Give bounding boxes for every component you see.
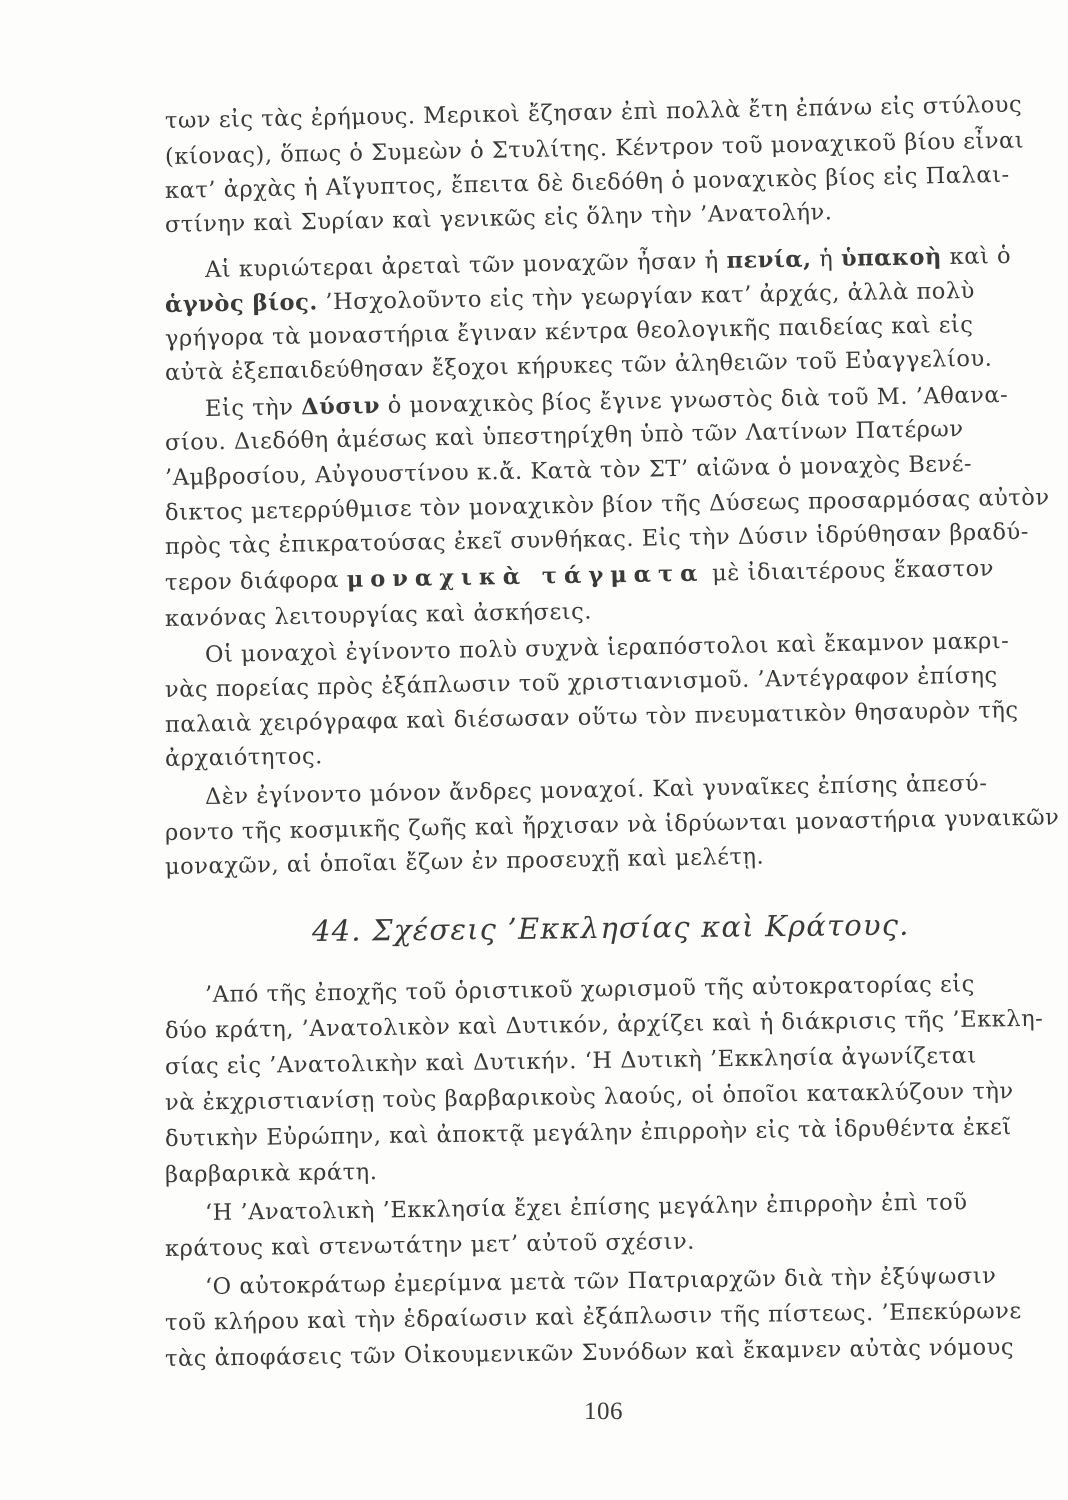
- text-line: δύο κράτη, ’Ανατολικὸν καὶ Δυτικόν, ἀρχίζει καὶ ἡ διάκρισις τῆς ’Εκκλη-: [164, 1005, 1044, 1044]
- text-line: γρήγορα τὰ μοναστήρια ἔγιναν κέντρα θεολογικῆς παιδείας καὶ εἰς: [164, 311, 974, 352]
- text-line: τερον διάφορα μοναχικὰ τάγματα μὲ ἰδιαιτέρους ἕκαστον: [164, 555, 995, 596]
- text-line: νὰς πορείας πρὸς ἐξάπλωσιν τοῦ χριστιανισμοῦ. ’Αντέγραφον ἐπίσης: [164, 662, 998, 703]
- text-line: αὐτὰ ἐξεπαιδεύθησαν ἔξοχοι κήρυκες τῶν ἀληθειῶν τοῦ Εὐαγγελίου.: [164, 345, 993, 386]
- bold-term: πενία,: [726, 246, 812, 274]
- text-line: Εἰς τὴν Δύσιν ὁ μοναχικὸς βίος ἔγινε γνωστὸς διὰ τοῦ Μ. ’Αθανα-: [204, 381, 1009, 422]
- bold-term: ἁγνὸς βίος.: [164, 289, 318, 318]
- text-line: των εἰς τὰς ἐρήμους. Μερικοὶ ἔζησαν ἐπὶ πολλὰ ἔτη ἐπάνω εἰς στύλους: [164, 91, 1023, 134]
- text-line: ‘Ο αὐτοκράτωρ ἐμερίμνα μετὰ τῶν Πατριαρχῶν διὰ τὴν ἐξύψωσιν: [204, 1262, 997, 1300]
- bold-term: Δύσιν: [300, 392, 381, 421]
- text-line: ‘Η ’Ανατολικὴ ’Εκκλησία ἔχει ἐπίσης μεγάλην ἐπιρροὴν ἐπὶ τοῦ: [204, 1189, 968, 1226]
- text-line: Δὲν ἐγίνοντο μόνον ἄνδρες μοναχοί. Καὶ γυναῖκες ἐπίσης ἀπεσύ-: [204, 770, 988, 810]
- spaced-term: μοναχικὰ τάγματα: [346, 560, 705, 593]
- text-line: ’Αμβροσίου, Αὐγουστίνου κ.ἄ. Κατὰ τὸν ΣΤ’ αἰῶνα ὁ μοναχὸς Βενέ-: [164, 450, 973, 491]
- text-line: σίας εἰς ’Ανατολικὴν καὶ Δυτικήν. ‘Η Δυτικὴ ’Εκκλησία ἀγωνίζεται: [164, 1042, 977, 1080]
- text-line: μοναχῶν, αἱ ὁποῖαι ἔζων ἐν προσευχῇ καὶ μελέτῃ.: [164, 843, 765, 880]
- text-line: κράτους καὶ στενωτάτην μετ’ αὐτοῦ σχέσιν.: [164, 1228, 696, 1262]
- text-line: δικτος μετερρύθμισε τὸν μοναχικὸν βίον τῆς Δύσεως προσαρμόσας αὐτὸν: [164, 484, 1050, 526]
- page-number: 106: [584, 1398, 623, 1425]
- text-line: κατ’ ἀρχὰς ἡ Αἴγυπτος, ἔπειτα δὲ διεδόθη ὁ μοναχικὸς βίος εἰς Παλαι-: [164, 161, 1010, 204]
- text-line: τὰς ἀποφάσεις τῶν Οἰκουμενικῶν Συνόδων καὶ ἔκαμνεν αὐτὰς νόμους: [164, 1334, 1015, 1372]
- text-line: πρὸς τὰς ἐπικρατούσας ἐκεῖ συνθήκας. Εἰς τὴν Δύσιν ἱδρύθησαν βραδύ-: [164, 518, 1030, 560]
- text-line: ἁγνὸς βίος. ’Ησχολοῦντο εἰς τὴν γεωργίαν κατ’ ἀρχάς, ἀλλὰ πολὺ: [164, 277, 976, 318]
- text-line: Αἱ κυριώτεραι ἀρεταὶ τῶν μοναχῶν ἦσαν ἡ πενία, ἡ ὑπακοὴ καὶ ὁ: [204, 242, 1012, 283]
- text-line: στίνην καὶ Συρίαν καὶ γενικῶς εἰς ὅλην τὴν ’Ανατολήν.: [164, 199, 833, 238]
- text-line: τοῦ κλήρου καὶ τὴν ἑδραίωσιν καὶ ἐξάπλωσιν τῆς πίστεως. ’Επεκύρωνε: [164, 1298, 1022, 1336]
- text-line: Οἱ μοναχοὶ ἐγίνοντο πολὺ συχνὰ ἱεραπόστολοι καὶ ἔκαμνον μακρι-: [204, 627, 1010, 668]
- text-line: ’Από τῆς ἐποχῆς τοῦ ὁριστικοῦ χωρισμοῦ τῆς αὐτοκρατορίας εἰς: [204, 971, 975, 1008]
- text-line: ροντο τῆς κοσμικῆς ζωῆς καὶ ἤρχισαν νὰ ἱδρύωνται μοναστήρια γυναικῶν: [164, 804, 1060, 846]
- text-line: ἀρχαιότητος.: [164, 743, 324, 772]
- section-heading: 44. Σχέσεις ’Εκκλησίας καὶ Κράτους.: [311, 907, 910, 948]
- text-line: παλαιὰ χειρόγραφα καὶ διέσωσαν οὕτω τὸν πνευματικὸν θησαυρὸν τῆς: [164, 697, 1019, 738]
- text-line: κανόνας λειτουργίας καὶ ἀσκήσεις.: [164, 598, 593, 632]
- text-line: σίου. Διεδόθη ἀμέσως καὶ ὑπεστηρίχθη ὑπὸ τῶν Λατίνων Πατέρων: [164, 416, 964, 456]
- text-line: νὰ ἐκχριστιανίσῃ τοὺς βαρβαρικοὺς λαούς, οἱ ὁποῖοι κατακλύζουν τὴν: [164, 1078, 1014, 1116]
- bold-term: ὑπακοὴ: [840, 244, 943, 272]
- text-line: (κίονας), ὅπως ὁ Συμεὼν ὁ Στυλίτης. Κέντρον τοῦ μοναχικοῦ βίου εἶναι: [164, 127, 1025, 170]
- text-line: βαρβαρικὰ κράτη.: [164, 1159, 378, 1188]
- text-line: δυτικὴν Εὐρώπην, καὶ ἀποκτᾷ μεγάλην ἐπιρροὴν εἰς τὰ ἱδρυθέντα ἐκεῖ: [164, 1114, 1012, 1152]
